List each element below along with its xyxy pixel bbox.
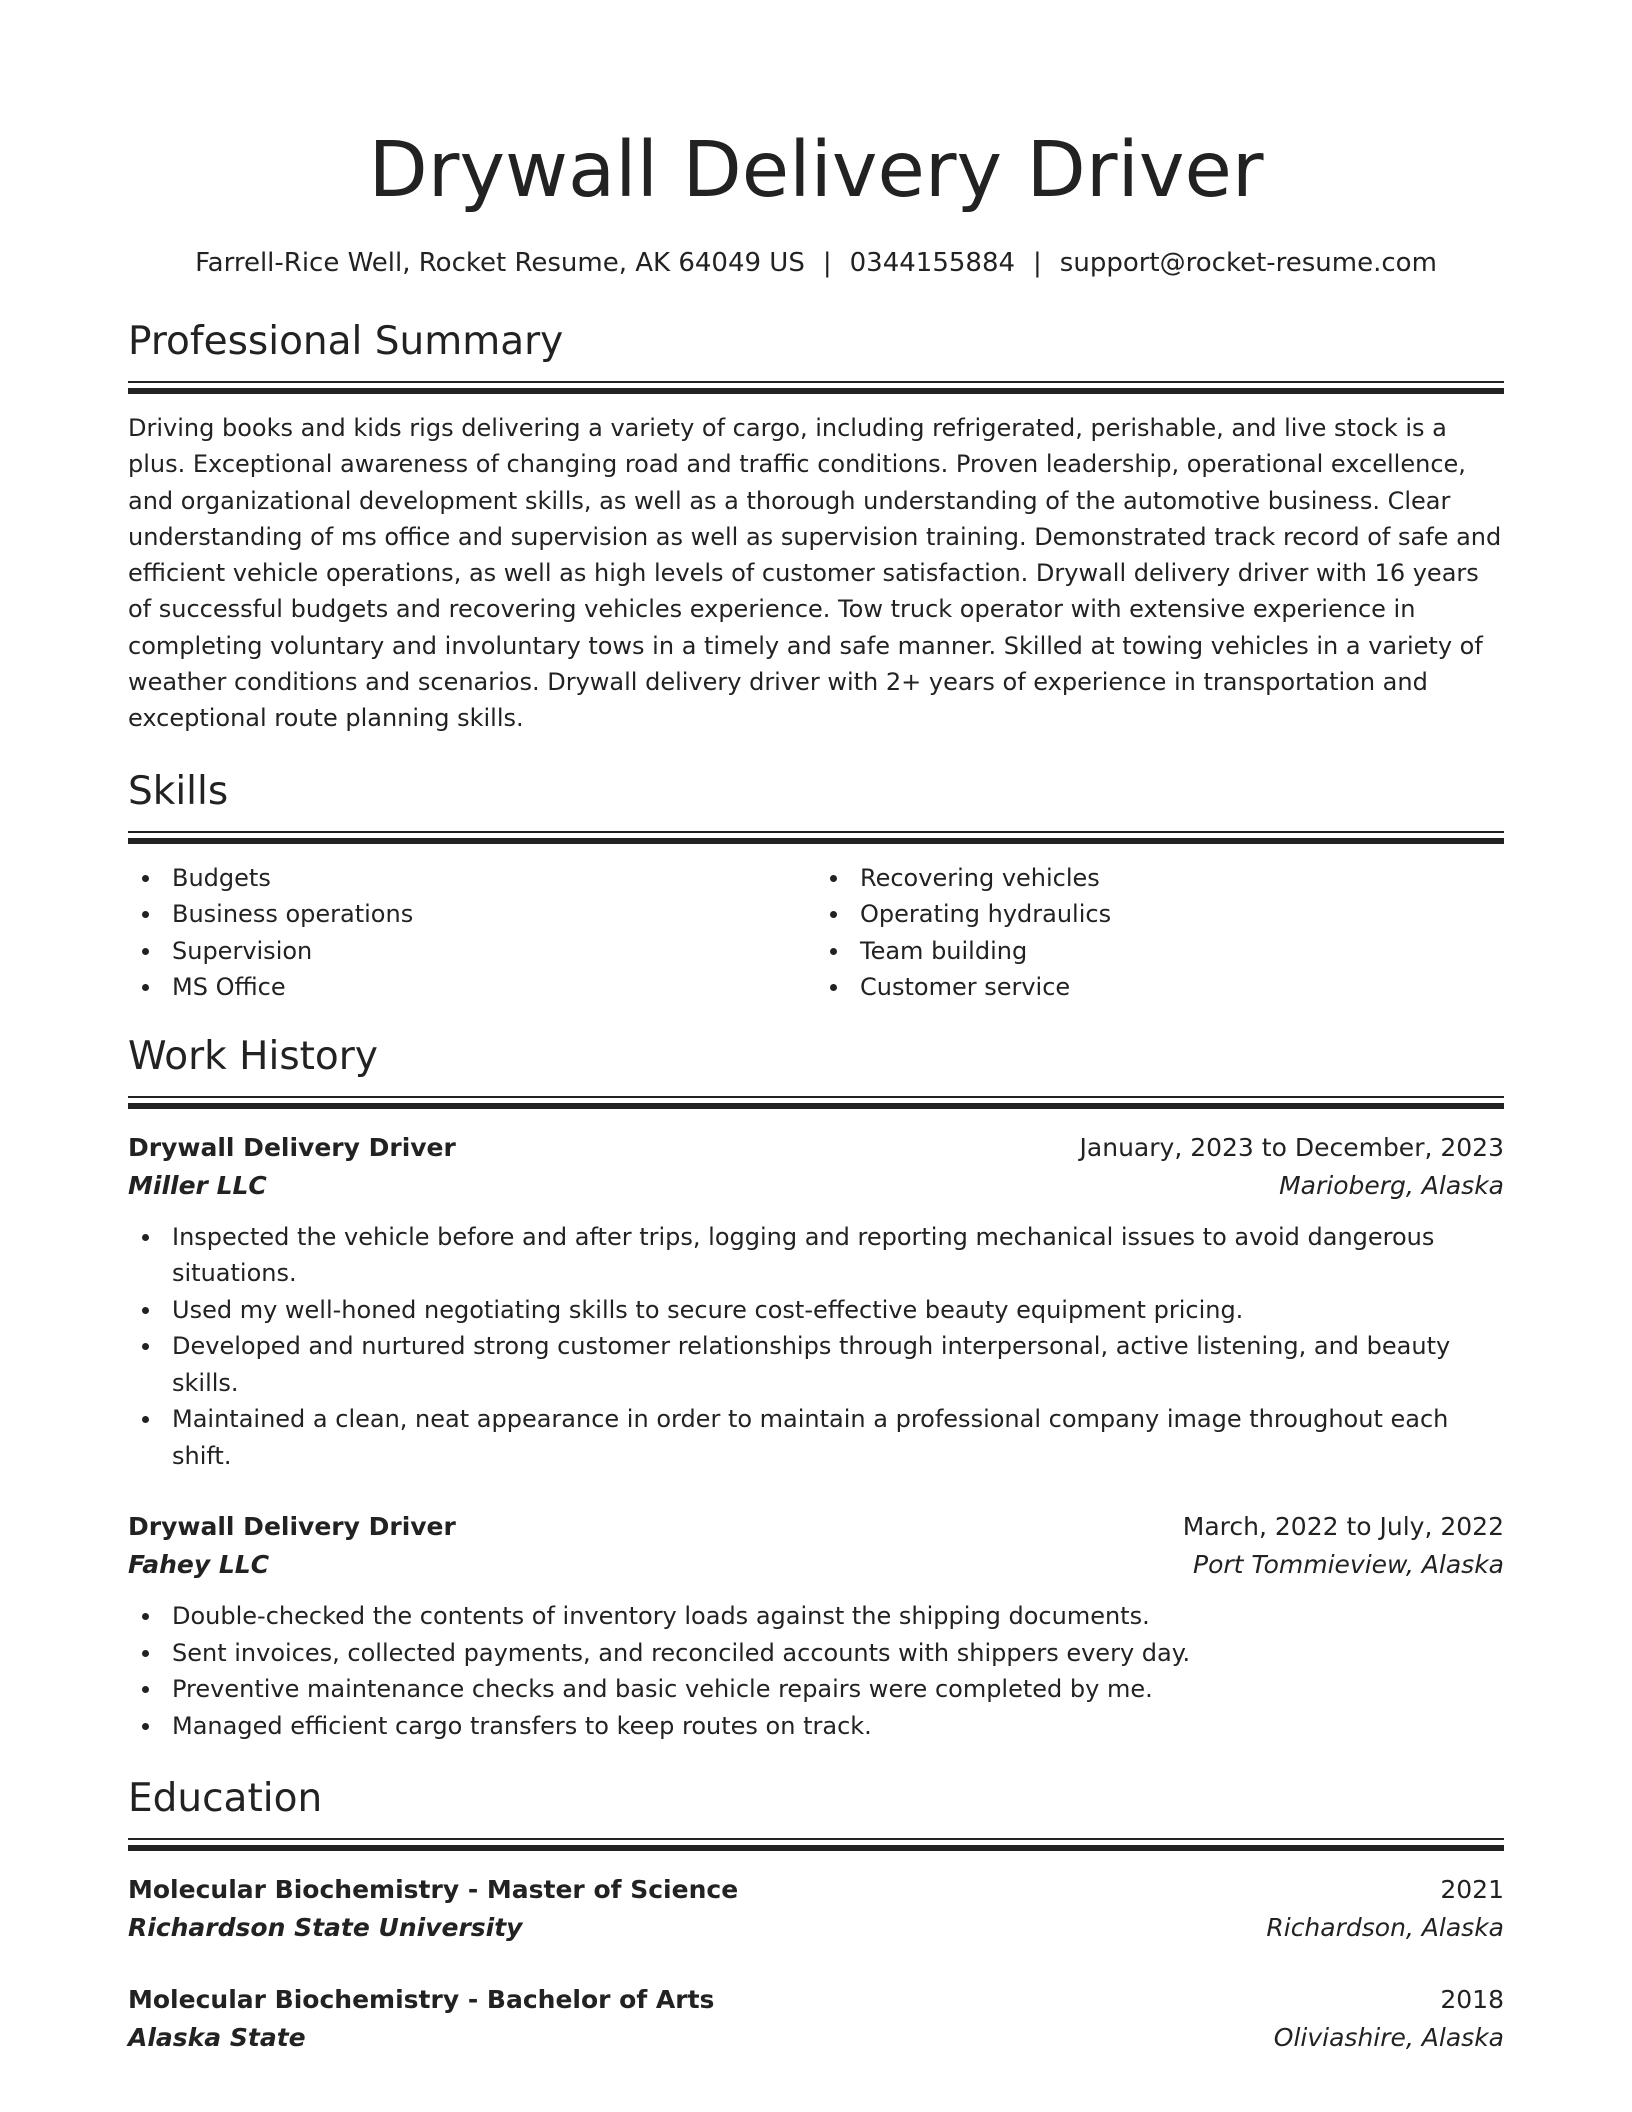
job-company: Miller LLC <box>128 1170 267 1200</box>
education-section <box>128 1774 1504 2057</box>
skill-item: Operating hydraulics <box>816 896 1504 933</box>
work-heading: Work History <box>128 1033 378 1079</box>
education-year: 2018 <box>1440 1985 1504 2015</box>
job-company-row <box>128 1546 1504 1584</box>
job-bullets <box>128 1219 1504 1475</box>
education-location: Oliviashire, Alaska <box>1273 2023 1504 2053</box>
job-bullet: Developed and nurtured strong customer relationships through interpersonal, active listening, and beauty skills. <box>128 1328 1504 1401</box>
job-company-row <box>128 1167 1504 1205</box>
skill-item: Supervision <box>128 933 816 970</box>
job-dates: March, 2022 to July, 2022 <box>1182 1512 1504 1542</box>
skills-column-left <box>128 860 816 1006</box>
skill-item: MS Office <box>128 969 816 1006</box>
education-header-row <box>128 1871 1504 1909</box>
section-divider <box>128 831 1504 844</box>
skills-columns <box>128 860 1504 1006</box>
education-school: Alaska State <box>128 2023 306 2053</box>
skill-item: Team building <box>816 933 1504 970</box>
education-heading: Education <box>128 1776 323 1822</box>
job-entry <box>128 1129 1504 1475</box>
job-bullet: Sent invoices, collected payments, and reconciled accounts with shippers every day. <box>128 1635 1504 1672</box>
education-degree: Molecular Biochemistry - Bachelor of Arts <box>128 1985 715 2015</box>
education-degree: Molecular Biochemistry - Master of Science <box>128 1875 739 1905</box>
contact-email: support@rocket-resume.com <box>1059 248 1437 278</box>
education-year: 2021 <box>1440 1875 1504 1905</box>
education-header-row <box>128 1981 1504 2019</box>
skill-item: Recovering vehicles <box>816 860 1504 897</box>
summary-section <box>128 317 1504 737</box>
education-location: Richardson, Alaska <box>1266 1913 1504 1943</box>
skill-item: Business operations <box>128 896 816 933</box>
job-bullets <box>128 1598 1504 1744</box>
job-title: Drywall Delivery Driver <box>128 1512 456 1542</box>
job-bullet: Managed efficient cargo transfers to keep routes on track. <box>128 1708 1504 1745</box>
skills-heading: Skills <box>128 768 229 814</box>
job-company: Fahey LLC <box>128 1550 270 1580</box>
education-school: Richardson State University <box>128 1913 523 1943</box>
job-entry <box>128 1508 1504 1744</box>
skills-column-right <box>816 860 1504 1006</box>
resume-title: Drywall Delivery Driver <box>368 126 1264 215</box>
section-divider <box>128 381 1504 394</box>
education-entry <box>128 1981 1504 2057</box>
job-header-row <box>128 1129 1504 1167</box>
section-divider <box>128 1096 1504 1109</box>
job-header-row <box>128 1508 1504 1546</box>
contact-phone: 0344155884 <box>849 248 1016 278</box>
work-section <box>128 1032 1504 1745</box>
education-school-row <box>128 1909 1504 1947</box>
job-dates: January, 2023 to December, 2023 <box>1079 1132 1504 1162</box>
job-location: Marioberg, Alaska <box>1279 1170 1504 1200</box>
job-bullet: Maintained a clean, neat appearance in order to maintain a professional company image throughout each shift. <box>128 1401 1504 1474</box>
contact-address: Farrell-Rice Well, Rocket Resume, AK 64049 US <box>195 248 805 278</box>
skill-item: Budgets <box>128 860 816 897</box>
skills-section <box>128 767 1504 1006</box>
summary-text: Driving books and kids rigs delivering a variety of cargo, including refrigerated, perishable, and live stock is a plus. Exceptional awareness of changing road and traffic conditions. Proven leadership, operational excellence, and organizational development skills, as well as a thorough understanding of the automotive business. Clear understanding of ms office and supervision as well as supervision training. Demonstrated track record of safe and efficient vehicle operations, as well as high levels of customer satisfaction. Drywall delivery driver with 16 years of successful budgets and recovering vehicles experience. Tow truck operator with extensive experience in completing voluntary and involuntary tows in a timely and safe manner. Skilled at towing vehicles in a variety of weather conditions and scenarios. Drywall delivery driver with 2+ years of experience in transportation and exceptional route planning skills. <box>128 414 1502 733</box>
contact-separator: | <box>1033 248 1042 278</box>
job-bullet: Inspected the vehicle before and after trips, logging and reporting mechanical issues to avoid dangerous situations. <box>128 1219 1504 1292</box>
job-title: Drywall Delivery Driver <box>128 1132 456 1162</box>
section-divider <box>128 1838 1504 1851</box>
education-entry <box>128 1871 1504 1947</box>
contact-line <box>128 245 1504 281</box>
job-bullet: Preventive maintenance checks and basic vehicle repairs were completed by me. <box>128 1671 1504 1708</box>
contact-separator: | <box>822 248 832 278</box>
summary-heading: Professional Summary <box>128 319 564 364</box>
job-bullet: Used my well-honed negotiating skills to secure cost-effective beauty equipment pricing. <box>128 1292 1504 1329</box>
job-location: Port Tommieview, Alaska <box>1193 1550 1504 1580</box>
education-school-row <box>128 2019 1504 2057</box>
skill-item: Customer service <box>816 969 1504 1006</box>
job-bullet: Double-checked the contents of inventory loads against the shipping documents. <box>128 1598 1504 1635</box>
